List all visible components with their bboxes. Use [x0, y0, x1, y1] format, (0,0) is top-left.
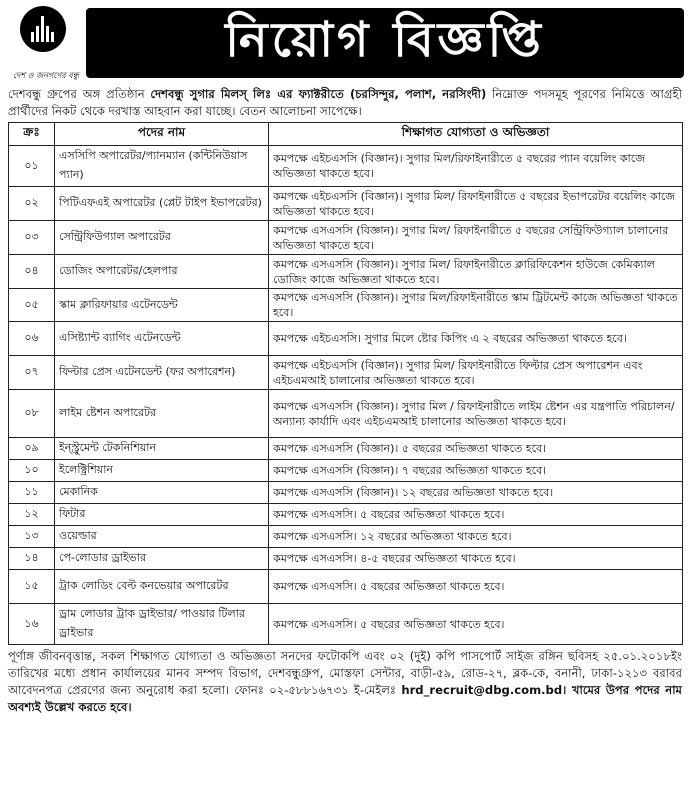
row-serial: ০৫: [9, 289, 55, 322]
row-post-name: ইন্স্ট্রুমেন্ট টেকনিশিয়ান: [55, 438, 269, 460]
row-serial: ০৩: [9, 221, 55, 255]
row-post-name: ফিল্টার প্রেস এটেনডেন্ট (ফর অপারেশন): [55, 356, 269, 390]
intro-paragraph: [4, 84, 686, 120]
table-row: [9, 187, 683, 221]
title-banner: [86, 8, 684, 78]
table-row: [9, 526, 683, 548]
table-row: [9, 289, 683, 322]
row-serial: ১৫: [9, 570, 55, 604]
table-row: [9, 604, 683, 645]
row-qualification: কমপক্ষে এসএসসি (বিজ্ঞান)। সুগার মিল/ রিফাইনারীতে ক্লারিফিকেশন হাউজে কেমিক্যাল ডোজিং কাজে অভিজ্ঞতা থাকতে হবে।: [269, 255, 683, 289]
header-post-name: পদের নাম: [55, 123, 269, 146]
footer-paragraph: [4, 645, 686, 716]
row-qualification: কমপক্ষে এসএসসি। ৪-৫ বছরের অভিজ্ঞতা থাকতে হবে।: [269, 548, 683, 570]
row-serial: ১৬: [9, 604, 55, 645]
row-post-name: লাইম ষ্টেশন অপারেটর: [55, 390, 269, 438]
row-qualification: কমপক্ষে এইচএসসি (বিজ্ঞান)। সুগার মিল/ রিফাইনারীতে ৫ বছরের ইভাপরেটর বয়েলিং কাজে অভিজ্ঞতা থাকতে হবে।: [269, 187, 683, 221]
row-serial: ০৭: [9, 356, 55, 390]
row-qualification: কমপক্ষে এসএসসি (বিজ্ঞান)। সুগার মিল/ রিফাইনারীতে ৫ বছরের সেন্ট্রিফিউগ্যাল চালানোর অভিজ্ঞতা থাকতে হবে।: [269, 221, 683, 255]
logo-bars-icon: [31, 16, 55, 42]
table-row: [9, 322, 683, 356]
intro-text-1: দেশবন্ধু গ্রুপের অঙ্গ প্রতিষ্ঠান: [8, 87, 151, 101]
job-circular-page: [4, 4, 686, 791]
logo-tagline: দেশ ও জনগণের বন্ধু: [12, 71, 80, 80]
row-qualification: কমপক্ষে এসএসসি (বিজ্ঞান)। সুগার মিল / রিফাইনারীতে লাইম ষ্টেশন এর যন্ত্রপাতি পরিচালন/অন্যান্য কার্যাদি এবং এইচএমআই চালানোর অভিজ্ঞতা থাকতে হবে।: [269, 390, 683, 438]
row-post-name: এসসিপি অপারেটর/প্যানম্যান (কন্টিনিউয়াস প্যান): [55, 146, 269, 187]
row-post-name: মেকানিক: [55, 482, 269, 504]
footer-closing: । খামের উপর পদের নাম অবশ্যই উল্লেখ করতে হবে।: [8, 683, 682, 714]
table-row: [9, 570, 683, 604]
table-row: [9, 255, 683, 289]
row-post-name: পে-লোডার ড্রাইভার: [55, 548, 269, 570]
table-row: [9, 460, 683, 482]
row-qualification: কমপক্ষে এসএসসি (বিজ্ঞান)। ১২ বছরের অভিজ্ঞতা থাকতে হবে।: [269, 482, 683, 504]
row-qualification: কমপক্ষে এসএসসি (বিজ্ঞান)। ৭ বছরের অভিজ্ঞতা থাকতে হবে।: [269, 460, 683, 482]
table-row: [9, 356, 683, 390]
footer-text: পূর্ণাঙ্গ জীবনবৃত্তান্ত, সকল শিক্ষাগত যোগ্যতা ও অভিজ্ঞতা সনদের ফটোকপি এবং ০২ (দুই) কপি পাসপোর্ট সাইজ রঙ্গিন ছবিসহ ২৫.০১.২০১৮ইং তারিখের মধ্যে প্রধান কার্যালয়ের মানব সম্পদ বিভাগ, দেশবন্ধুগ্রুপ, মোস্তফা সেন্টার, বাড়ী-৫৯, রোড-২৭, ব্লক-কে, বনানী, ঢাকা-১২১৩ বরাবর আবেদনপত্র প্রেরণের জন্য অনুরোধ করা হলো। ফোনঃ ০২-৫৮৮১৬৭৩১ ই-মেইলঃ: [8, 649, 682, 697]
row-serial: ১১: [9, 482, 55, 504]
row-qualification: কমপক্ষে এসএসসি। ১২ বছরের অভিজ্ঞতা থাকতে হবে।: [269, 526, 683, 548]
company-logo: [6, 6, 82, 82]
row-serial: ০৯: [9, 438, 55, 460]
row-qualification: কমপক্ষে এইচএসসি (বিজ্ঞান)। সুগার মিল/রিফাইনারীতে ৫ বছরের প্যান বয়েলিং কাজে অভিজ্ঞতা থাকতে হবে।: [269, 146, 683, 187]
row-serial: ১৩: [9, 526, 55, 548]
row-serial: ০১: [9, 146, 55, 187]
row-qualification: কমপক্ষে এইচএসসি (বিজ্ঞান)। সুগার মিল/ রিফাইনারীতে ফিল্টার প্রেস অপারেশন এবং এইচএমআই চালানোর অভিজ্ঞতা থাকতে হবে।: [269, 356, 683, 390]
row-serial: ১০: [9, 460, 55, 482]
row-serial: ১২: [9, 504, 55, 526]
row-serial: ০৪: [9, 255, 55, 289]
row-qualification: কমপক্ষে এসএসসি। ৫ বছরের অভিজ্ঞতা থাকতে হবে।: [269, 604, 683, 645]
page-title: নিয়োগ বিজ্ঞপ্তি: [225, 11, 545, 68]
row-post-name: ডোজিং অপারেটর/হেলপার: [55, 255, 269, 289]
row-post-name: সেন্ট্রিফিউগ্যাল অপারেটর: [55, 221, 269, 255]
header-qualification: শিক্ষাগত যোগ্যতা ও অভিজ্ঞতা: [269, 123, 683, 146]
table-row: [9, 438, 683, 460]
row-qualification: কমপক্ষে এসএসসি। ৫ বছরের অভিজ্ঞতা থাকতে হবে।: [269, 570, 683, 604]
row-serial: ১৪: [9, 548, 55, 570]
table-row: [9, 146, 683, 187]
table-row: [9, 548, 683, 570]
row-serial: ০৮: [9, 390, 55, 438]
row-post-name: ফিটার: [55, 504, 269, 526]
row-post-name: ওয়েল্ডার: [55, 526, 269, 548]
row-qualification: কমপক্ষে এসএসসি। ৫ বছরের অভিজ্ঞতা থাকতে হবে।: [269, 504, 683, 526]
table-row: [9, 482, 683, 504]
row-qualification: কমপক্ষে এসএসসি (বিজ্ঞান)। ৫ বছরের অভিজ্ঞতা থাকতে হবে।: [269, 438, 683, 460]
posts-table: [8, 122, 683, 645]
row-post-name: ইলেক্ট্রিশিয়ান: [55, 460, 269, 482]
table-row: [9, 504, 683, 526]
row-serial: ০৬: [9, 322, 55, 356]
table-row: [9, 390, 683, 438]
row-post-name: ট্রাক লোডিং বেল্ট কনভেয়ার অপারেটর: [55, 570, 269, 604]
contact-email: hrd_recruit@dbg.com.bd: [401, 683, 563, 697]
table-row: [9, 221, 683, 255]
intro-company: দেশবন্ধু সুগার মিলস্ লিঃ এর ফ্যাক্টরীতে (চরসিন্দুর, পলাশ, নরসিংদী): [150, 87, 487, 101]
row-serial: ০২: [9, 187, 55, 221]
table-header-row: [9, 123, 683, 146]
row-qualification: কমপক্ষে এইচএসসি। সুগার মিলে ষ্টোর কিপিং এ ২ বছরের অভিজ্ঞতা থাকতে হবে।: [269, 322, 683, 356]
header-serial: ক্রঃ: [9, 123, 55, 146]
row-post-name: পিটিএফএই অপারেটর (প্লেট টাইপ ইভাপরেটর): [55, 187, 269, 221]
row-post-name: এসিষ্ট্যান্ট ব্যাগিং এটেনডেন্ট: [55, 322, 269, 356]
intro-text-2: নিম্নোক্ত পদসমূহ পূরণের নিমিত্তে আগ্রহী প্রার্থীদের নিকট থেকে দরখাস্ত আহবান করা যাচ্ছে। বেতন আলোচনা সাপেক্ষে।: [8, 87, 682, 118]
row-post-name: স্কাম ক্লারিফায়ার এটেনডেন্ট: [55, 289, 269, 322]
row-qualification: কমপক্ষে এসএসসি (বিজ্ঞান)। সুগার মিল/রিফাইনারীতে স্কাম ট্রিটমেন্ট কাজে অভিজ্ঞতা থাকতে হবে।: [269, 289, 683, 322]
row-post-name: ড্রাম লোডার ট্রাক ড্রাইভার/ পাওয়ার টিলার ড্রাইভার: [55, 604, 269, 645]
header: [4, 4, 686, 84]
